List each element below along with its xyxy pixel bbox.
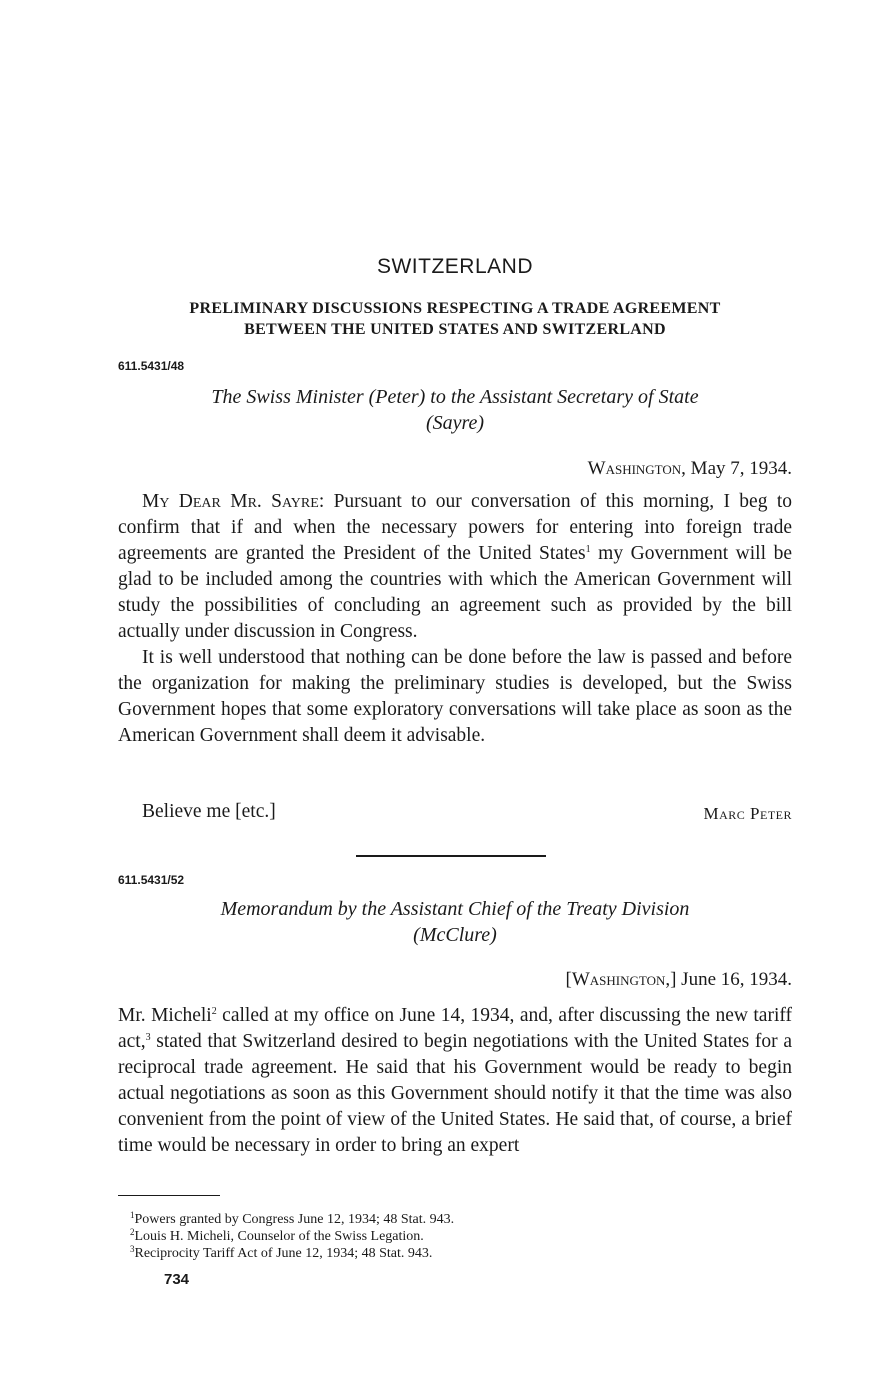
page-number: 734 <box>164 1271 190 1288</box>
footnote-3 <box>130 1245 790 1262</box>
section-separator <box>356 855 546 857</box>
country-heading: SWITZERLAND <box>376 255 533 278</box>
signature: Marc Peter <box>703 804 792 823</box>
footnote-1-text: Powers granted by Congress June 12, 1934; 48 Stat. 943. <box>134 1212 455 1227</box>
dateline-1 <box>588 458 792 480</box>
file-code-2: 611.5431/52 <box>118 873 185 887</box>
memorandum-paragraph-1-text-a: Mr. Micheli <box>118 1005 212 1026</box>
dateline-1-place: Washington, <box>587 458 686 479</box>
footnote-1-mark: 1 <box>130 1210 135 1220</box>
salutation: My Dear Mr. Sayre <box>142 491 319 512</box>
closing-line: Believe me [etc.] <box>142 801 276 822</box>
memorandum-paragraph-1 <box>118 1003 792 1159</box>
dateline-2-place: Washington, <box>571 969 671 990</box>
document-title-2-line-1: Memorandum by the Assistant Chief of the Treaty Division <box>220 898 690 920</box>
document-title-1-line-2: (Sayre) <box>425 412 485 434</box>
dateline-2-date: June 16, 1934. <box>681 969 792 990</box>
dateline-2 <box>565 969 792 991</box>
footnote-1 <box>130 1211 790 1228</box>
footnote-2-mark: 2 <box>130 1227 135 1237</box>
section-heading <box>118 298 792 340</box>
letter-paragraph-1-text-b: my Government will be glad to be included among the countries with which the American Government will study the possibilities of concluding an agreement such as provided by the bill actually under discussion in Congress. <box>118 543 792 642</box>
footnote-ref-2: 2 <box>211 1006 217 1017</box>
memorandum-body <box>118 1003 792 1159</box>
dateline-2-close-bracket: ] <box>670 969 677 990</box>
document-title-1 <box>118 384 792 436</box>
memorandum-paragraph-1-text-b: called at my office on June 14, 1934, and, after discussing the new tariff act, <box>118 1005 792 1052</box>
section-heading-line-2: BETWEEN THE UNITED STATES AND SWITZERLAND <box>244 321 666 338</box>
letter-paragraph-1 <box>118 489 792 645</box>
memorandum-paragraph-1-text-c: stated that Switzerland desired to begin negotiations with the United States for a reciprocal trade agreement. He said that his Government would be ready to begin actual negotiations as soon as this Government should notify it that the time was also convenient from the point of view of the United States. He said that, of course, a brief time would be necessary in order to bring an expert <box>118 1031 792 1156</box>
footnote-2 <box>130 1228 790 1245</box>
letter-paragraph-2: It is well understood that nothing can be done before the law is passed and before the organization for making the preliminary studies is developed, but the Swiss Government hopes that some exploratory conversations will take place as soon as the American Government shall deem it advisable. <box>118 647 792 746</box>
footnote-2-text: Louis H. Micheli, Counselor of the Swiss Legation. <box>134 1229 424 1244</box>
dateline-1-date: May 7, 1934. <box>690 458 792 479</box>
footnote-rule <box>118 1195 220 1196</box>
file-code-1: 611.5431/48 <box>118 359 185 373</box>
document-title-2 <box>118 896 792 948</box>
section-heading-line-1: PRELIMINARY DISCUSSIONS RESPECTING A TRADE AGREEMENT <box>189 300 721 317</box>
document-title-2-line-2: (McClure) <box>413 924 497 946</box>
footnote-3-mark: 3 <box>130 1244 135 1254</box>
letter-paragraph-1-text-a: : Pursuant to our conversation of this morning, I beg to confirm that if and when the necessary powers for entering into foreign trade agreements are granted the President of the United States <box>118 491 792 564</box>
letter-body <box>118 489 792 749</box>
document-title-1-line-1: The Swiss Minister (Peter) to the Assistant Secretary of State <box>211 386 699 408</box>
dateline-2-open-bracket: [ <box>565 969 572 990</box>
footnote-ref-1: 1 <box>585 544 591 555</box>
footnotes <box>130 1211 790 1262</box>
footnote-3-text: Reciprocity Tariff Act of June 12, 1934; 48 Stat. 943. <box>134 1246 433 1261</box>
footnote-ref-3: 3 <box>145 1032 151 1043</box>
